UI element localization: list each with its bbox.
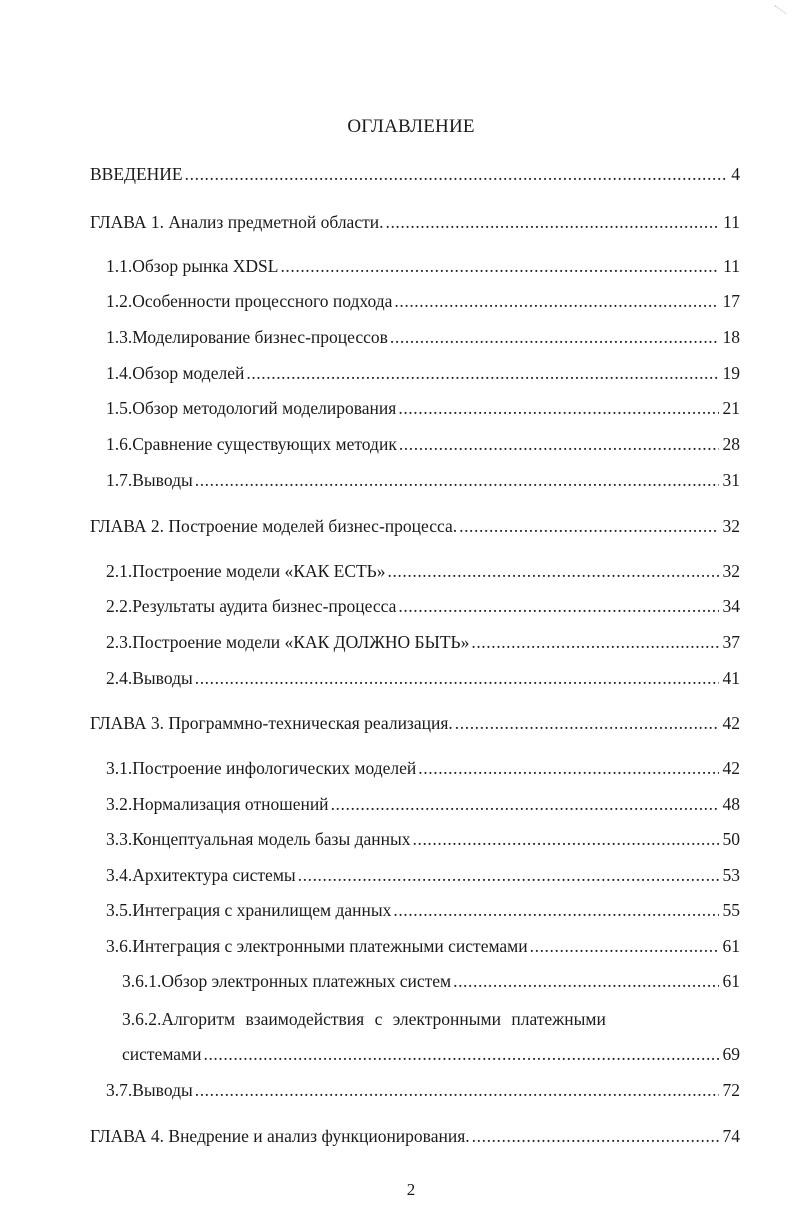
toc-leader-dots: [385, 211, 719, 233]
toc-entry-page: 72: [722, 1080, 740, 1100]
toc-entry-1-6[interactable]: [106, 433, 740, 455]
toc-entry-introduction[interactable]: [90, 163, 740, 185]
toc-leader-dots: [471, 631, 718, 653]
toc-entry-2-1[interactable]: [106, 560, 740, 582]
toc-entry-1-2[interactable]: [106, 290, 740, 312]
page-title: ОГЛАВЛЕНИЕ: [347, 116, 475, 137]
toc-entry-label: 2.1.Построение модели «КАК ЕСТЬ»: [106, 561, 386, 581]
toc-entry-3-6-2-first-line[interactable]: 3.6.2.Алгоритм взаимодействия с электронными платежными: [122, 1009, 606, 1029]
toc-entry-page: 31: [722, 470, 740, 490]
toc-entry-3-3[interactable]: [106, 828, 740, 850]
toc-leader-dots: [280, 255, 719, 277]
toc-entry-chapter-3[interactable]: [90, 712, 740, 734]
toc-leader-dots: [455, 712, 719, 734]
toc-entry-label: 3.3.Концептуальная модель базы данных: [106, 829, 411, 849]
page-number: 2: [406, 1180, 416, 1199]
toc-leader-dots: [195, 1079, 719, 1101]
toc-entry-page: 48: [722, 794, 740, 814]
toc-leader-dots: [203, 1043, 718, 1065]
toc-leader-dots: [393, 899, 718, 921]
toc-leader-dots: [399, 433, 719, 455]
toc-entry-3-6-1[interactable]: [122, 970, 740, 992]
toc-leader-dots: [459, 515, 718, 537]
toc-entry-page: 53: [722, 865, 740, 885]
toc-entry-page: 32: [722, 516, 740, 536]
toc-entry-label: ГЛАВА 1. Анализ предметной области.: [90, 212, 384, 232]
toc-entry-page: 61: [722, 936, 740, 956]
toc-entry-label: 1.7.Выводы: [106, 470, 193, 490]
toc-entry-1-5[interactable]: [106, 397, 740, 419]
toc-entry-3-6-2[interactable]: [122, 1043, 740, 1065]
toc-entry-label: 1.2.Особенности процессного подхода: [106, 291, 393, 311]
toc-entry-3-5[interactable]: [106, 899, 740, 921]
toc-entry-1-3[interactable]: [106, 326, 740, 348]
toc-entry-3-2[interactable]: [106, 793, 740, 815]
toc-entry-1-1[interactable]: [106, 255, 740, 277]
toc-entry-1-4[interactable]: [106, 362, 740, 384]
toc-entry-page: 55: [722, 900, 740, 920]
toc-entry-label: ГЛАВА 3. Программно-техническая реализация.: [90, 713, 453, 733]
toc-entry-label: 3.5.Интеграция с хранилищем данных: [106, 900, 392, 920]
toc-entry-page: 37: [722, 632, 740, 652]
toc-entry-label: ВВЕДЕНИЕ: [90, 164, 183, 184]
toc-entry-label: 3.7.Выводы: [106, 1080, 193, 1100]
toc-entry-page: 11: [723, 212, 740, 232]
toc-leader-dots: [413, 828, 719, 850]
toc-entry-page: 4: [731, 164, 740, 184]
toc-entry-2-3[interactable]: [106, 631, 740, 653]
toc-entry-label: 1.4.Обзор моделей: [106, 363, 245, 383]
toc-entry-page: 74: [722, 1126, 740, 1146]
toc-entry-page: 42: [722, 758, 740, 778]
toc-leader-dots: [418, 757, 718, 779]
toc-entry-page: 28: [722, 434, 740, 454]
toc-entry-label: ГЛАВА 4. Внедрение и анализ функционирования.: [90, 1126, 470, 1146]
toc-leader-dots: [195, 469, 719, 491]
toc-entry-3-4[interactable]: [106, 864, 740, 886]
toc-leader-dots: [387, 560, 718, 582]
toc-entry-chapter-2[interactable]: [90, 515, 740, 537]
toc-entry-label: 1.1.Обзор рынка XDSL: [106, 256, 279, 276]
toc-entry-2-4[interactable]: [106, 667, 740, 689]
toc-entry-label: 3.2.Нормализация отношений: [106, 794, 329, 814]
toc-leader-dots: [195, 667, 719, 689]
toc-entry-label: системами: [122, 1044, 202, 1064]
toc-entry-label: 1.5.Обзор методологий моделирования: [106, 398, 397, 418]
toc-entry-chapter-1[interactable]: [90, 211, 740, 233]
toc-leader-dots: [390, 326, 719, 348]
toc-entry-page: 61: [722, 971, 740, 991]
toc-entry-page: 11: [723, 256, 740, 276]
toc-entry-page: 19: [722, 363, 740, 383]
toc-entry-label: 3.1.Построение инфологических моделей: [106, 758, 417, 778]
toc-entry-page: 18: [722, 327, 740, 347]
toc-entry-page: 42: [722, 713, 740, 733]
toc-entry-page: 21: [722, 398, 740, 418]
toc-entry-page: 69: [722, 1044, 740, 1064]
toc-entry-2-2[interactable]: [106, 595, 740, 617]
toc-leader-dots: [453, 970, 718, 992]
toc-entry-page: 17: [722, 291, 740, 311]
toc-entry-label: 3.4.Архитектура системы: [106, 865, 296, 885]
toc-entry-label: 1.6.Сравнение существующих методик: [106, 434, 397, 454]
toc-entry-label: 2.3.Построение модели «КАК ДОЛЖНО БЫТЬ»: [106, 632, 470, 652]
toc-leader-dots: [246, 362, 718, 384]
toc-entry-page: 41: [722, 668, 740, 688]
toc-entry-label: ГЛАВА 2. Построение моделей бизнес-процесса.: [90, 516, 458, 536]
toc-leader-dots: [185, 163, 728, 185]
toc-entry-label: 3.6.1.Обзор электронных платежных систем: [122, 971, 452, 991]
toc-entry-label: 2.4.Выводы: [106, 668, 193, 688]
toc-leader-dots: [298, 864, 719, 886]
toc-entry-chapter-4[interactable]: [90, 1125, 740, 1147]
toc-entry-3-1[interactable]: [106, 757, 740, 779]
toc-leader-dots: [331, 793, 719, 815]
toc-entry-1-7[interactable]: [106, 469, 740, 491]
toc-leader-dots: [398, 397, 718, 419]
toc-entry-page: 34: [722, 596, 740, 616]
toc-entry-label: 1.3.Моделирование бизнес-процессов: [106, 327, 388, 347]
toc-entry-3-7[interactable]: [106, 1079, 740, 1101]
toc-entry-3-6[interactable]: [106, 935, 740, 957]
scan-artifact: [768, 5, 787, 24]
toc-leader-dots: [530, 935, 719, 957]
toc-leader-dots: [398, 595, 718, 617]
toc-leader-dots: [472, 1125, 719, 1147]
toc-entry-page: 50: [722, 829, 740, 849]
toc-entry-label: 3.6.Интеграция с электронными платежными системами: [106, 936, 528, 956]
toc-entry-label: 2.2.Результаты аудита бизнес-процесса: [106, 596, 397, 616]
toc-leader-dots: [394, 290, 718, 312]
toc-entry-page: 32: [722, 561, 740, 581]
